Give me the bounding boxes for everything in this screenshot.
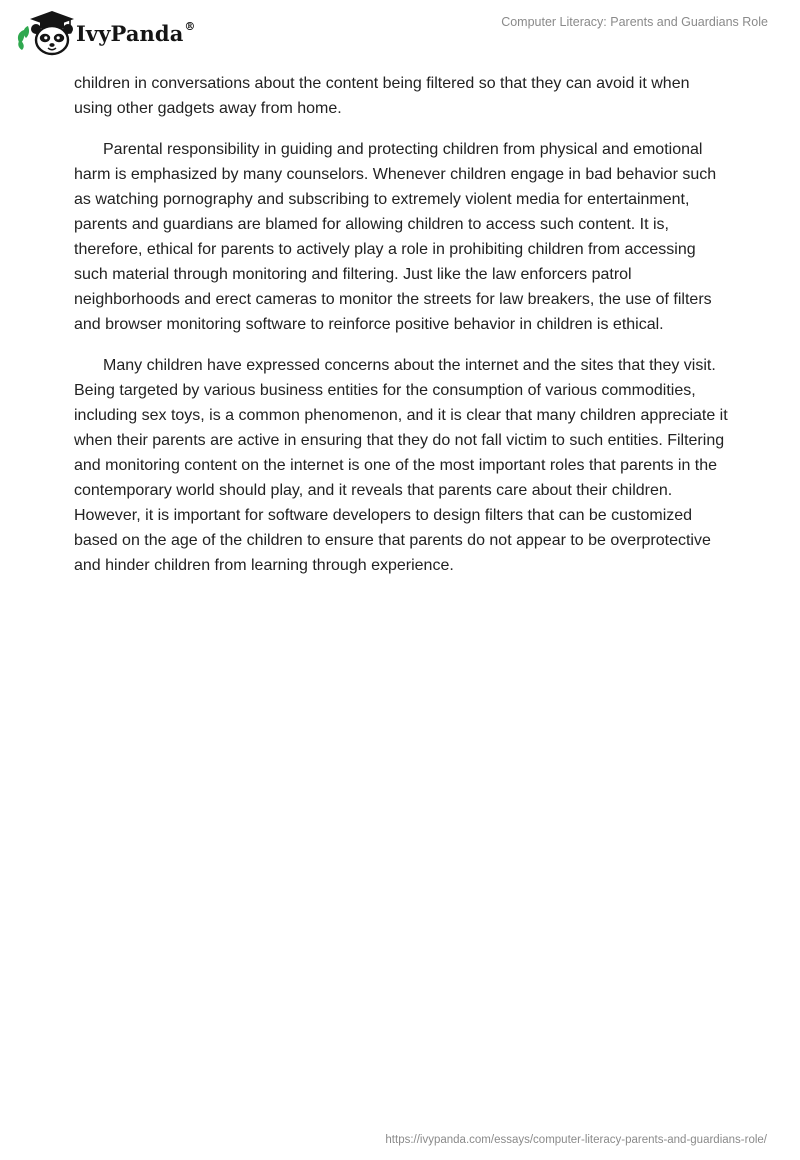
paragraph-continued: children in conversations about the content being filtered so that they can avoid it when using other gadgets away from home. <box>74 75 690 117</box>
paragraph-children-concerns: Many children have expressed concerns about the internet and the sites that they visit. Being targeted by various business entities for the consumption of various commodities, including sex toys, is a common phenomenon, and it is clear that many children appreciate it when their parents are active in ensuring that they do not fall victim to such entities. Filtering and monitoring content on the internet is one of the most important roles that parents in the contemporary world should play, and it reveals that parents care about their children. However, it is important for software developers to design filters that can be customized based on the age of the children to ensure that parents do not appear to be overprotective and hinder children from learning through experience. <box>74 357 728 574</box>
source-url-link[interactable]: https://ivypanda.com/essays/computer-literacy-parents-and-guardians-role/ <box>385 1134 767 1146</box>
page-header <box>0 0 800 64</box>
registered-mark: ® <box>184 19 196 33</box>
document-title: Computer Literacy: Parents and Guardians Role <box>501 15 768 29</box>
brand-name <box>76 21 196 46</box>
essay-body <box>74 71 729 594</box>
panda-logo-icon <box>16 8 74 56</box>
ivypanda-logo[interactable] <box>16 8 196 56</box>
brand-name-text: IvyPanda <box>76 20 184 46</box>
paragraph-parental-responsibility: Parental responsibility in guiding and protecting children from physical and emotional harm is emphasized by many counselors. Whenever children engage in bad behavior such as watching pornography and subscribing to extremely violent media for entertainment, parents and guardians are blamed for allowing children to access such content. It is, therefore, ethical for parents to actively play a role in prohibiting children from accessing such material through monitoring and filtering. Just like the law enforcers patrol neighborhoods and erect cameras to monitor the streets for law breakers, the use of filters and browser monitoring software to reinforce positive behavior in children is ethical. <box>74 141 717 333</box>
